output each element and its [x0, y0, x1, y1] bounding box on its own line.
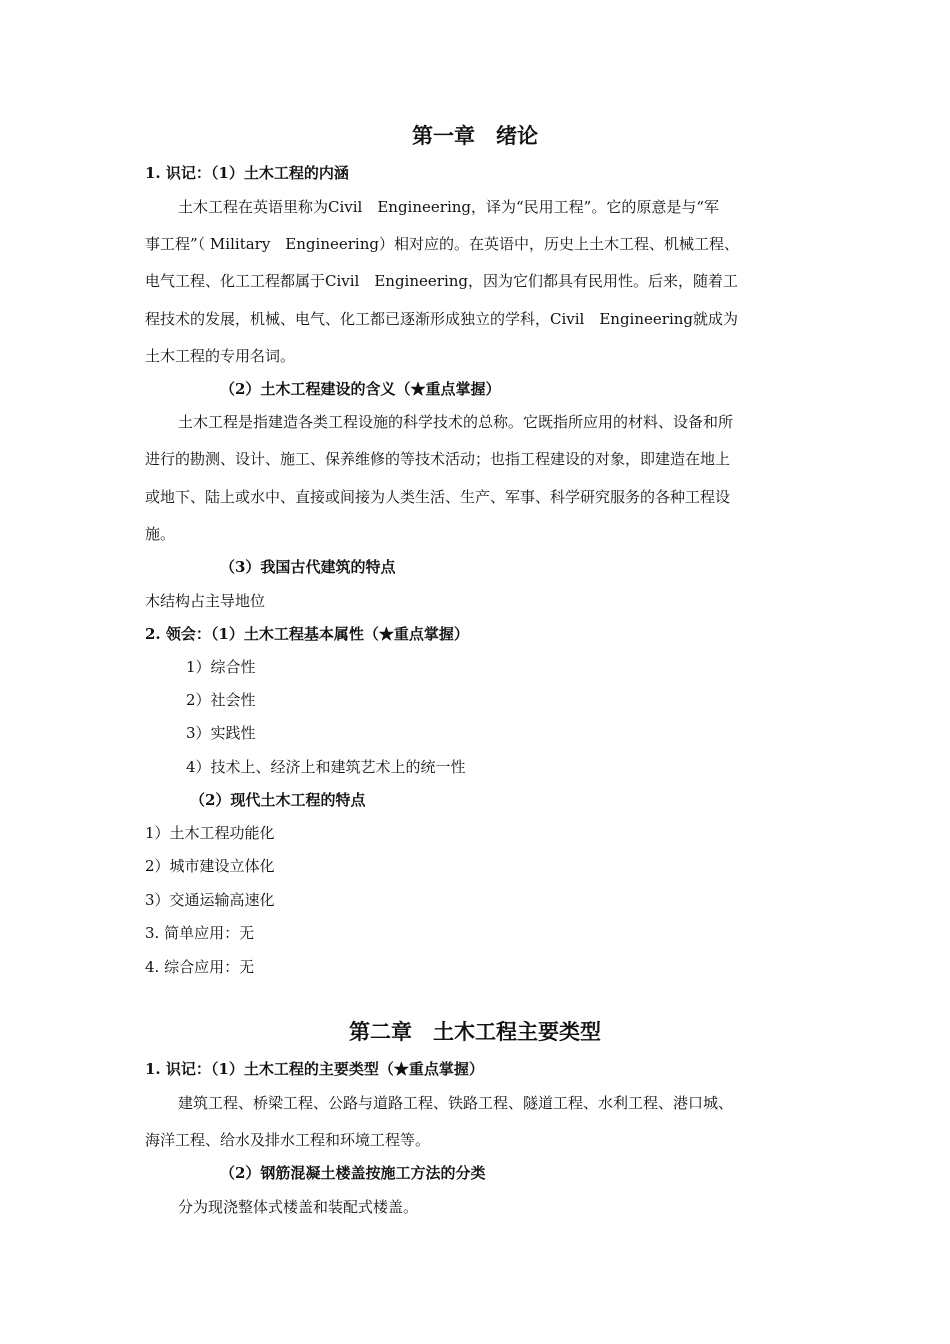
- ch1-p1-line: 程技术的发展，机械、电气、化工都已逐渐形成独立的学科，Civil Engineering就成为: [145, 310, 739, 328]
- ch1-section-3: 3. 简单应用：无: [145, 924, 255, 942]
- ch1-subsection-2-heading: （2）土木工程建设的含义（★重点掌握）: [220, 380, 501, 398]
- chapter-1-title: 第一章 绪论: [412, 123, 538, 148]
- ch1-p1-line: 土木工程的专用名词。: [145, 347, 296, 365]
- ch1-p2-line: 土木工程是指建造各类工程设施的科学技术的总称。它既指所应用的材料、设备和所: [178, 413, 734, 431]
- ch1-subsection-3-heading: （3）我国古代建筑的特点: [220, 558, 396, 576]
- attribute-item: 2）社会性: [186, 691, 256, 709]
- ch1-p1-line: 电气工程、化工工程都属于Civil Engineering，因为它们都具有民用性。后来，随着工: [145, 272, 739, 290]
- ch1-p2-line: 或地下、陆上或水中、直接或间接为人类生活、生产、军事、科学研究服务的各种工程设: [145, 488, 731, 506]
- ch2-p1-line: 建筑工程、桥梁工程、公路与道路工程、铁路工程、隧道工程、水利工程、港口城、: [178, 1094, 734, 1112]
- ch1-section-1-heading: 1. 识记：（1）土木工程的内涵: [145, 164, 349, 182]
- ch1-p1-line: 事工程”（ Military Engineering）相对应的。在英语中，历史上土木工程、机械工程、: [145, 235, 739, 253]
- ch1-section-2-heading: 2. 领会：（1）土木工程基本属性（★重点掌握）: [145, 625, 469, 643]
- ch2-subsection-2-heading: （2）钢筋混凝土楼盖按施工方法的分类: [220, 1164, 486, 1182]
- ch1-section-4: 4. 综合应用：无: [145, 958, 255, 976]
- modern-item: 3）交通运输高速化: [145, 891, 275, 909]
- ch2-p2: 分为现浇整体式楼盖和装配式楼盖。: [178, 1198, 419, 1216]
- modern-item: 2）城市建设立体化: [145, 857, 275, 875]
- ch1-modern-heading: （2）现代土木工程的特点: [190, 791, 366, 809]
- chapter-2-title: 第二章 土木工程主要类型: [349, 1019, 601, 1044]
- attribute-item: 1）综合性: [186, 658, 256, 676]
- ch1-p1-line: 土木工程在英语里称为Civil Engineering，译为“民用工程”。它的原意是与“军: [178, 198, 720, 216]
- ch1-p2-line: 施。: [145, 525, 176, 543]
- ch1-p2-line: 进行的勘测、设计、施工、保养维修的等技术活动；也指工程建设的对象，即建造在地上: [145, 450, 731, 468]
- ch2-section-1-heading: 1. 识记：（1）土木工程的主要类型（★重点掌握）: [145, 1060, 484, 1078]
- modern-item: 1）土木工程功能化: [145, 824, 275, 842]
- attribute-item: 4）技术上、经济上和建筑艺术上的统一性: [186, 758, 466, 776]
- ch2-p1-line: 海洋工程、给水及排水工程和环境工程等。: [145, 1131, 431, 1149]
- ch1-p3: 木结构占主导地位: [145, 592, 266, 610]
- attribute-item: 3）实践性: [186, 724, 256, 742]
